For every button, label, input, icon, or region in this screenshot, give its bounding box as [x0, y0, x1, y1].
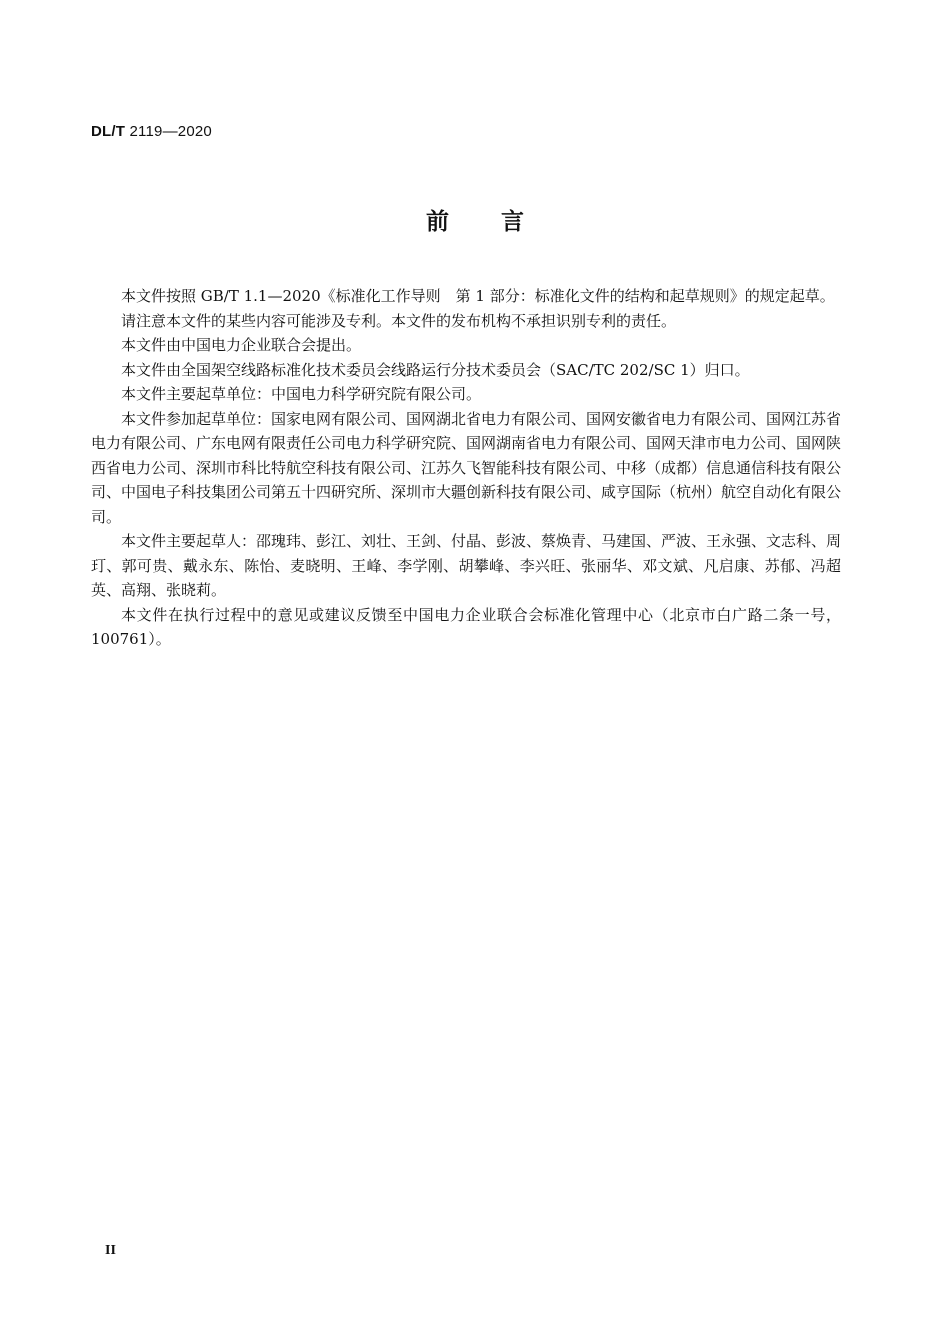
- paragraph-main-drafting-unit: 本文件主要起草单位：中国电力科学研究院有限公司。: [121, 385, 482, 403]
- paragraph-participating-units: 本文件参加起草单位：国家电网有限公司、国网湖北省电力有限公司、国网安徽省电力有限公司、国网江苏省电力有限公司、广东电网有限责任公司电力科学研究院、国网湖南省电力有限公司、国网天津市电力公司、国网陕西省电力公司、深圳市科比特航空科技有限公司、江苏久飞智能科技有限公司、中移（成都）信息通信科技有限公司、中国电子科技集团公司第五十四研究所、深圳市大疆创新科技有限公司、咸亨国际（杭州）航空自动化有限公司。: [91, 409, 842, 526]
- document-code: [91, 123, 212, 140]
- paragraph-main-drafters: 本文件主要起草人：邵瑰玮、彭江、刘壮、王剑、付晶、彭波、蔡焕青、马建国、严波、王永强、文志科、周玎、郭可贵、戴永东、陈怡、麦晓明、王峰、李学刚、胡攀峰、李兴旺、张丽华、邓文斌、凡启康、苏郁、冯超英、高翔、张晓莉。: [91, 532, 842, 599]
- page-title-char-1: 前: [426, 209, 449, 235]
- paragraph-drafting-basis: 本文件按照 GB/T 1.1—2020《标准化工作导则 第 1 部分：标准化文件的结构和起草规则》的规定起草。: [121, 287, 835, 305]
- page-title-char-2: 言: [501, 209, 524, 235]
- foreword-body: [91, 284, 841, 652]
- page-title: [0, 203, 950, 236]
- page-number: II: [105, 1243, 116, 1258]
- paragraph-patent-notice: 请注意本文件的某些内容可能涉及专利。本文件的发布机构不承担识别专利的责任。: [121, 311, 677, 330]
- document-code-prefix: DL/T: [91, 123, 126, 140]
- paragraph-proposer: 本文件由中国电力企业联合会提出。: [121, 336, 362, 354]
- paragraph-feedback: 本文件在执行过程中的意见或建议反馈至中国电力企业联合会标准化管理中心（北京市白广路二条一号，100761）。: [91, 605, 841, 648]
- document-code-number: 2119—2020: [129, 123, 212, 140]
- paragraph-centralized-unit: 本文件由全国架空线路标准化技术委员会线路运行分技术委员会（SAC/TC 202/SC 1）归口。: [121, 360, 750, 379]
